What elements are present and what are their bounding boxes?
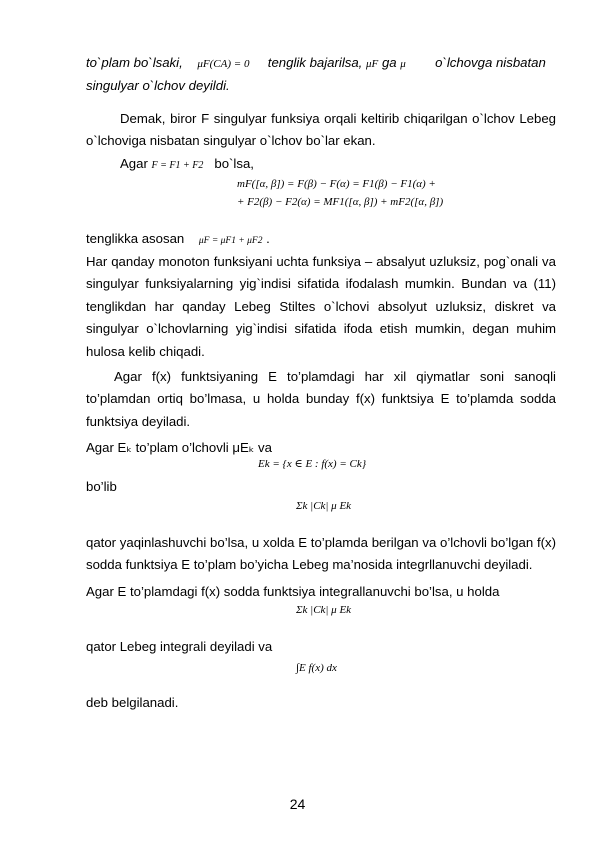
text-segment: o`lchovga nisbatan (435, 55, 546, 70)
equation-sum-series: Σk |Ck| μ Ek (296, 500, 352, 512)
paragraph-singular-definition (86, 52, 556, 98)
page-number: 24 (289, 796, 306, 812)
formula-mu: μ (400, 58, 406, 70)
equation-integral: ∫E f(x) dx (296, 662, 337, 674)
text-segment: . (266, 231, 270, 246)
equation-Ek-set: Ek = {x ∈ E : f(x) = Ck} (258, 458, 367, 470)
equation-mF-line2: + F2(β) − F2(α) = MF1([α, β]) + mF2([α, β]) (237, 196, 444, 208)
paragraph-bolib: bo’lib (86, 479, 117, 494)
text-segment: to`plam bo`lsaki, (86, 55, 183, 70)
text-segment: tenglik bajarilsa, (267, 55, 363, 70)
formula-muF: μF (366, 58, 379, 70)
text-segment: ga (381, 55, 397, 70)
paragraph-belgilanadi: deb belgilanadi. (86, 695, 179, 710)
paragraph-agar-F (86, 153, 556, 177)
equation-mF-line1: mF([α, β]) = F(β) − F(α) = F1(β) − F1(α) + (237, 178, 436, 190)
text-segment: singulyar o`lchov deyildi. (86, 78, 230, 94)
text-segment: Agar (120, 156, 148, 171)
formula-muF-sum: μF = μF1 + μF2 (198, 236, 263, 246)
paragraph-integrallanuvchi: Agar E to’plamdagi f(x) sodda funktsiya integrallanuvchi bo’lsa, u holda (86, 584, 500, 599)
text-segment: tenglikka asosan (86, 231, 185, 246)
equation-sum-series-2: Σk |Ck| μ Ek (296, 604, 352, 616)
paragraph-lebeg-integrali: qator Lebeg integrali deyiladi va (86, 639, 273, 654)
formula-muF-CA: μF(CA) = 0 (197, 58, 250, 70)
paragraph-monoton: Har qanday monoton funksiyani uchta funksiya – absalyut uzluksiz, pog`onali va singulyar funksiyalarning yig`indisi sifatida ifodalash mumkin. Bundan va (11) tenglikdan har qanday Lebeg Stiltes o`lchovi absolyut uzluksiz, diskret va singulyar o`lchovlarning yig`indisi sifatida ifoda etish mumkin, degan muhim hulosa kelib chiqadi. (86, 254, 556, 359)
formula-F-sum: F = F1 + F2 (151, 160, 204, 171)
paragraph-demak: Demak, biror F singulyar funksiya orqali keltirib chiqarilgan o`lchov Lebeg o`lchoviga nisbatan singulyar o`lchov bo`lar ekan. (86, 111, 556, 149)
paragraph-sodda-funktsiya: Agar f(x) funktsiyaning E to’plamdagi har xil qiymatlar soni sanoqli to’plamdan ortiq bo’lmasa, u holda bunday f(x) funktsiya E to’plamda sodda funktsiya deyiladi. (86, 369, 556, 429)
text-segment: bo`lsa, (214, 156, 254, 171)
paragraph-qator-yaqinlashuvchi: qator yaqinlashuvchi bo’lsa, u xolda E to’plamda berilgan va o’lchovli bo’lgan f(x) sodda funktsiya E to’plam bo’yicha Lebeg ma’nosida integrllanuvchi deyiladi. (86, 535, 556, 573)
paragraph-tenglikka (86, 228, 556, 252)
paragraph-agar-Ek: Agar Eₖ to’plam o’lchovli μEₖ va (86, 440, 272, 455)
